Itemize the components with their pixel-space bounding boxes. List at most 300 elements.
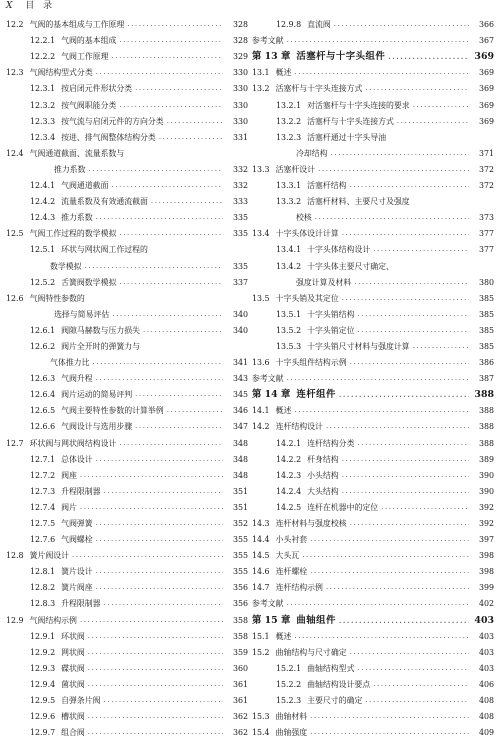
toc-entry <box>252 658 494 674</box>
dot-leader <box>413 341 469 352</box>
toc-entry-number: 12.2.1 <box>30 36 56 46</box>
toc-entry-title: 活塞杆结构 <box>307 181 347 191</box>
toc-page-number: 346 <box>232 406 248 416</box>
toc-chapter-entry <box>252 609 494 625</box>
toc-page-number: 369 <box>478 100 494 110</box>
toc-entry <box>252 239 494 255</box>
toc-page-number: 355 <box>232 567 248 577</box>
toc-entry-title: 参考文献 <box>252 374 284 384</box>
toc-entry-number: 13.6 <box>252 358 270 368</box>
dot-leader <box>104 486 223 497</box>
toc-entry-number: 12.9.5 <box>30 696 56 706</box>
dot-leader <box>294 405 469 416</box>
dot-leader <box>96 582 223 593</box>
dot-leader <box>287 598 469 609</box>
toc-entry <box>252 78 494 94</box>
toc-entry-number: 14.7 <box>252 583 270 593</box>
toc-entry-title: 曲轴结构设计要点 <box>307 679 371 689</box>
toc-page-number: 387 <box>478 374 494 384</box>
toc-page-number: 328 <box>232 36 248 46</box>
header-title: 目 录 <box>25 1 56 11</box>
dot-leader <box>354 277 469 288</box>
toc-entry <box>252 352 494 368</box>
toc-page-number: 409 <box>478 728 494 738</box>
toc-entry-title: 气阀升程 <box>61 374 93 384</box>
dot-leader <box>104 695 223 706</box>
toc-entry-title: 连杆在机器中的定位 <box>307 502 379 512</box>
toc-page-number: 331 <box>232 132 248 142</box>
toc-entry <box>6 143 248 159</box>
toc-entry-number: 12.3.4 <box>30 132 56 142</box>
toc-page-number: 332 <box>232 164 248 174</box>
toc-entry-number: 12.6.2 <box>30 341 56 351</box>
dot-leader <box>342 454 469 465</box>
toc-entry <box>6 432 248 448</box>
toc-page-number: 385 <box>478 293 494 303</box>
toc-entry-title: 活塞杆设计 <box>275 164 316 174</box>
toc-entry-number: 14.6 <box>252 567 270 577</box>
toc-page-number: 330 <box>232 100 248 110</box>
toc-entry-title: 阀座 <box>61 470 77 480</box>
toc-entry-title: 连杆螺栓 <box>275 567 308 577</box>
toc-entry-number: 12.3.2 <box>30 100 56 110</box>
toc-entry-title: 十字头体设计计算 <box>275 229 339 239</box>
toc-entry <box>252 416 494 432</box>
toc-page-number: 333 <box>232 197 248 207</box>
toc-page-number: 348 <box>232 454 248 464</box>
toc-entry-title: 簧片设计 <box>61 567 93 577</box>
toc-entry <box>252 577 494 593</box>
page-header <box>6 1 55 11</box>
toc-entry <box>6 320 248 336</box>
toc-entry-title: 曲轴材料 <box>275 712 308 722</box>
dot-leader <box>318 164 469 175</box>
toc-entry-number: 12.4 <box>6 148 24 158</box>
toc-page-number: 330 <box>232 84 248 94</box>
dot-leader <box>88 647 223 658</box>
toc-entry <box>252 336 494 352</box>
toc-page-number: 335 <box>232 229 248 239</box>
toc-page-number: 356 <box>232 599 248 609</box>
toc-entry-title: 活塞杆材料、主要尺寸及强度 <box>307 197 410 207</box>
toc-entry-title: 连杆结构设计 <box>275 422 323 432</box>
toc-entry-number: 第 14 章 <box>252 389 291 401</box>
dot-leader <box>310 566 469 577</box>
toc-entry <box>6 304 248 320</box>
dot-leader <box>80 470 223 481</box>
toc-page-number: 369 <box>474 51 494 63</box>
toc-entry-title: 碟状阀 <box>61 663 85 673</box>
dot-leader <box>135 421 223 432</box>
toc-page-number: 330 <box>232 68 248 78</box>
toc-entry-title: 大头瓦 <box>275 551 300 561</box>
toc-entry-title: 小头结构 <box>307 470 339 480</box>
toc-entry <box>6 255 248 271</box>
toc-entry-number: 12.3.3 <box>30 116 56 126</box>
toc-entry-number: 12.7.2 <box>30 470 56 480</box>
toc-entry <box>6 336 248 352</box>
toc-entry-title: 总体设计 <box>61 454 93 464</box>
toc-entry <box>6 272 248 288</box>
toc-entry-number: 14.2 <box>252 422 270 432</box>
dot-leader <box>315 212 469 223</box>
toc-page-number: 388 <box>478 422 494 432</box>
toc-page-number: 343 <box>232 374 248 384</box>
toc-page-number: 388 <box>478 406 494 416</box>
dot-leader <box>413 100 469 111</box>
toc-page-number: 408 <box>478 712 494 722</box>
toc-entry <box>6 288 248 304</box>
toc-entry <box>252 465 494 481</box>
toc-entry-title: 连杆结构示例 <box>275 583 323 593</box>
toc-entry <box>252 288 494 304</box>
toc-entry-title: 校核 <box>296 213 312 223</box>
toc-entry <box>6 706 248 722</box>
toc-entry-number: 12.7.1 <box>30 454 56 464</box>
toc-entry-title: 环状与网状阀工作过程的 <box>61 245 148 255</box>
toc-page-number: 358 <box>232 631 248 641</box>
toc-entry-title: 大头结构 <box>307 486 339 496</box>
dot-leader <box>96 212 223 223</box>
toc-entry-number: 13.5.2 <box>276 325 302 335</box>
toc-entry <box>6 513 248 529</box>
toc-entry-title: 十字头销及其定位 <box>275 293 339 303</box>
toc-entry <box>252 304 494 320</box>
dot-leader <box>310 727 469 738</box>
toc-page-number: 397 <box>478 535 494 545</box>
toc-entry <box>6 609 248 625</box>
toc-entry <box>6 239 248 255</box>
dot-leader <box>80 502 223 513</box>
toc-entry-number: 12.9.3 <box>30 663 56 673</box>
dot-leader <box>339 389 469 400</box>
toc-entry <box>252 626 494 642</box>
dot-leader <box>80 615 223 626</box>
dot-leader <box>111 180 223 191</box>
toc-entry <box>252 432 494 448</box>
dot-leader <box>143 325 223 336</box>
toc-entry <box>6 191 248 207</box>
toc-entry-number: 12.9.8 <box>276 20 302 30</box>
toc-entry-title: 组合阀 <box>61 728 85 738</box>
toc-entry-number: 15.2.2 <box>276 679 302 689</box>
toc-entry-number: 13.3.1 <box>276 181 302 191</box>
toc-entry-title: 簧片阀座 <box>61 583 93 593</box>
toc-entry <box>252 674 494 690</box>
toc-page-number: 371 <box>478 148 494 158</box>
toc-page-number: 386 <box>478 358 494 368</box>
toc-entry-number: 12.8.1 <box>30 567 56 577</box>
toc-entry <box>252 722 494 738</box>
toc-entry-number: 14.2.1 <box>276 438 302 448</box>
dot-leader <box>96 67 223 78</box>
toc-entry-number: 13.4.1 <box>276 245 302 255</box>
toc-entry-number: 15.2.1 <box>276 663 302 673</box>
toc-entry-number: 13.3.2 <box>276 197 302 207</box>
toc-page-number: 362 <box>232 728 248 738</box>
toc-page-number: 360 <box>232 663 248 673</box>
dot-leader <box>96 518 223 529</box>
toc-entry <box>6 14 248 30</box>
dot-leader <box>350 180 469 191</box>
dot-leader <box>88 727 223 738</box>
toc-right-column <box>252 14 494 738</box>
toc-page-number: 369 <box>478 84 494 94</box>
toc-entry-number: 13.5.3 <box>276 341 302 351</box>
toc-entry <box>252 175 494 191</box>
toc-entry <box>6 416 248 432</box>
toc-entry-number: 14.3 <box>252 519 270 528</box>
toc-entry <box>6 690 248 706</box>
toc-entry-title: 气阀结构示例 <box>29 615 77 625</box>
toc-entry <box>6 481 248 497</box>
toc-entry-title: 气阀设计与选用步骤 <box>61 422 133 432</box>
toc-entry <box>252 207 494 223</box>
toc-page-number: 340 <box>232 309 248 319</box>
toc-entry <box>6 626 248 642</box>
toc-entry-number: 12.7 <box>6 438 24 448</box>
toc-entry-number: 13.2.1 <box>276 100 302 110</box>
dot-leader <box>96 373 223 384</box>
toc-entry-number: 13.5.1 <box>276 309 302 319</box>
toc-entry-number: 13.3 <box>252 164 270 174</box>
toc-entry <box>252 223 494 239</box>
toc-entry <box>6 449 248 465</box>
toc-entry <box>252 143 494 159</box>
toc-page-number: 348 <box>232 470 248 480</box>
toc-page-number: 328 <box>232 20 248 30</box>
toc-entry-number: 14.2.2 <box>276 454 302 464</box>
toc-entry-title: 曲轴组件 <box>296 614 336 626</box>
toc-entry-title: 气阀工作过程的数学模拟 <box>29 229 117 239</box>
toc-entry <box>6 465 248 481</box>
toc-entry-number: 13.4.2 <box>276 261 302 271</box>
toc-entry-title: 连杆组件 <box>296 389 336 401</box>
toc-entry-title: 对活塞杆与十字头连接的要求 <box>307 100 410 110</box>
toc-page-number: 398 <box>478 567 494 577</box>
dot-leader <box>119 438 223 449</box>
toc-entry-title: 活塞杆与十字头连接方式 <box>275 84 363 94</box>
toc-page-number: 340 <box>232 325 248 335</box>
toc-entry <box>252 159 494 175</box>
toc-page-number: 358 <box>232 615 248 625</box>
toc-entry-title: 推力系数 <box>61 213 93 223</box>
dot-leader <box>373 679 469 690</box>
toc-entry-title: 气阀的基本组成 <box>61 36 117 46</box>
toc-entry <box>252 320 494 336</box>
dot-leader <box>365 695 469 706</box>
toc-entry-number: 15.2.3 <box>276 696 302 706</box>
toc-entry <box>252 368 494 384</box>
dot-leader <box>119 228 223 239</box>
toc-entry <box>6 545 248 561</box>
toc-entry-title: 强度计算及材料 <box>296 277 352 287</box>
toc-entry-number: 14.1 <box>252 406 270 416</box>
toc-entry-title: 气阀的基本组成与工作原理 <box>29 20 125 30</box>
toc-page-number: 372 <box>478 164 494 174</box>
toc-entry <box>6 30 248 46</box>
toc-entry <box>6 352 248 368</box>
dot-leader <box>287 373 469 384</box>
toc-entry-number: 12.2.2 <box>30 52 56 62</box>
toc-entry <box>252 497 494 513</box>
toc-page-number: 392 <box>478 502 494 512</box>
toc-page-number: 347 <box>232 422 248 432</box>
dot-leader <box>357 663 469 674</box>
toc-entry <box>6 384 248 400</box>
toc-page-number: 385 <box>478 325 494 335</box>
toc-entry-title: 概述 <box>275 406 292 416</box>
toc-entry-title: 升程限制器 <box>61 486 101 496</box>
dot-leader <box>339 615 469 626</box>
toc-entry-title: 十字头体主要尺寸确定、 <box>307 261 394 271</box>
toc-entry-title: 参考文献 <box>252 599 284 609</box>
toc-entry-number: 12.5.1 <box>30 245 56 255</box>
toc-entry-number: 12.5.2 <box>30 277 56 287</box>
toc-entry-title: 菌状阀 <box>61 679 85 689</box>
toc-entry <box>252 690 494 706</box>
toc-entry <box>252 94 494 110</box>
toc-entry-number: 12.6.3 <box>30 374 56 384</box>
toc-page-number: 399 <box>478 583 494 593</box>
dot-leader <box>112 309 223 320</box>
toc-entry-number: 14.5 <box>252 551 270 561</box>
toc-page-number: 332 <box>232 181 248 191</box>
toc-entry-number: 12.9.7 <box>30 728 56 738</box>
toc-page-number: 355 <box>232 535 248 545</box>
toc-entry-title: 升程限制器 <box>61 599 101 609</box>
toc-entry-title: 活塞杆与十字头连接方式 <box>307 116 394 126</box>
toc-entry-number: 13.4 <box>252 229 270 239</box>
dot-leader <box>350 518 469 529</box>
toc-page-number: 406 <box>478 679 494 689</box>
toc-entry-number: 12.6.4 <box>30 390 56 400</box>
dot-leader <box>88 631 223 642</box>
toc-entry-number: 15.3 <box>252 712 270 722</box>
toc-entry <box>6 400 248 416</box>
toc-entry-title: 阀片运动的简易评判 <box>61 390 133 400</box>
toc-page-number: 369 <box>478 68 494 78</box>
toc-entry <box>252 255 494 271</box>
dot-leader <box>92 357 223 368</box>
toc-page-number: 335 <box>232 213 248 223</box>
toc-entry-number: 12.9.6 <box>30 712 56 722</box>
toc-entry-title: 气阀特性参数的 <box>29 293 85 303</box>
toc-entry <box>6 207 248 223</box>
toc-page-number: 403 <box>478 663 494 673</box>
toc-entry-number: 12.3 <box>6 68 24 78</box>
dot-leader <box>294 631 469 642</box>
toc-entry-number: 12.9.2 <box>30 647 56 657</box>
toc-entry <box>252 642 494 658</box>
toc-entry-title: 簧片阀设计 <box>29 551 70 561</box>
toc-page-number: 403 <box>478 647 494 657</box>
toc-page-number: 335 <box>232 261 248 271</box>
toc-entry-number: 15.2 <box>252 647 270 657</box>
toc-entry <box>6 127 248 143</box>
dot-leader <box>72 550 223 561</box>
dot-leader <box>397 116 469 127</box>
toc-entry-number: 12.5 <box>6 229 24 239</box>
toc-entry-title: 舌簧阀数学模拟 <box>61 277 117 287</box>
toc-entry-number: 13.5 <box>252 293 270 303</box>
dot-leader <box>85 261 223 272</box>
toc-entry-title: 选择与简易评估 <box>54 309 110 319</box>
toc-entry <box>6 642 248 658</box>
dot-leader <box>151 196 223 207</box>
toc-entry-title: 十字头销结构 <box>307 309 355 319</box>
toc-entry <box>252 561 494 577</box>
toc-entry-number: 13.2.3 <box>276 132 302 142</box>
toc-entry-title: 气阀通道截面、流量系数与 <box>29 148 125 158</box>
toc-entry-title: 概述 <box>275 68 292 78</box>
page-number: X <box>6 1 13 11</box>
toc-entry-title: 自弹条片阀 <box>61 696 101 706</box>
toc-entry-title: 气阀主要特性参数的计算举例 <box>61 406 164 416</box>
toc-entry-title: 曲轴强度 <box>275 728 308 738</box>
dot-leader <box>342 228 469 239</box>
dot-leader <box>388 51 469 62</box>
dot-leader <box>119 277 223 288</box>
toc-entry <box>252 14 494 30</box>
dot-leader <box>104 598 223 609</box>
toc-page-number: 356 <box>232 583 248 593</box>
toc-entry-title: 十字头组件结构示例 <box>275 358 347 368</box>
toc-entry-title: 十字头体结构设计 <box>307 245 371 255</box>
toc-page-number: 351 <box>232 486 248 496</box>
toc-entry-title: 网状阀 <box>61 647 85 657</box>
toc-entry-number: 12.9 <box>6 615 24 625</box>
toc-entry-title: 气阀工作原理 <box>61 52 109 62</box>
toc-entry-number: 12.8 <box>6 551 24 561</box>
dot-leader <box>88 711 223 722</box>
toc-entry-number: 12.2 <box>6 20 24 30</box>
toc-entry-title: 连杆结构分类 <box>307 438 355 448</box>
toc-entry <box>252 62 494 78</box>
toc-entry-title: 曲轴结构型式 <box>307 663 355 673</box>
toc-entry-title: 阀隙马赫数与压力损失 <box>61 325 141 335</box>
dot-leader <box>373 244 469 255</box>
toc-entry <box>252 272 494 288</box>
toc-entry-number: 12.7.4 <box>30 502 56 512</box>
dot-leader <box>310 534 469 545</box>
toc-page-number: 390 <box>478 486 494 496</box>
toc-entry <box>252 706 494 722</box>
dot-leader <box>357 309 469 320</box>
dot-leader <box>357 438 469 449</box>
dot-leader <box>159 132 223 143</box>
toc-entry-title: 活塞杆通过十字头导油 <box>307 132 387 142</box>
dot-leader <box>88 679 223 690</box>
dot-leader <box>135 389 223 400</box>
toc-entry-number: 14.2.5 <box>276 502 302 512</box>
toc-entry-number: 12.6.5 <box>30 406 56 416</box>
toc-chapter-entry <box>252 46 494 62</box>
toc-page-number: 373 <box>478 213 494 223</box>
toc-entry <box>6 159 248 175</box>
toc-entry-title: 推力系数 <box>54 164 86 174</box>
dot-leader <box>326 582 469 593</box>
toc-entry-number: 12.4.3 <box>30 213 56 223</box>
toc-entry-number: 13.2 <box>252 84 270 94</box>
toc-entry-number: 15.1 <box>252 631 270 641</box>
toc-entry <box>252 30 494 46</box>
toc-page-number: 362 <box>232 712 248 722</box>
toc-entry <box>6 62 248 78</box>
toc-page-number: 366 <box>478 20 494 30</box>
toc-page-number: 337 <box>232 277 248 287</box>
toc-page-number: 329 <box>232 52 248 62</box>
